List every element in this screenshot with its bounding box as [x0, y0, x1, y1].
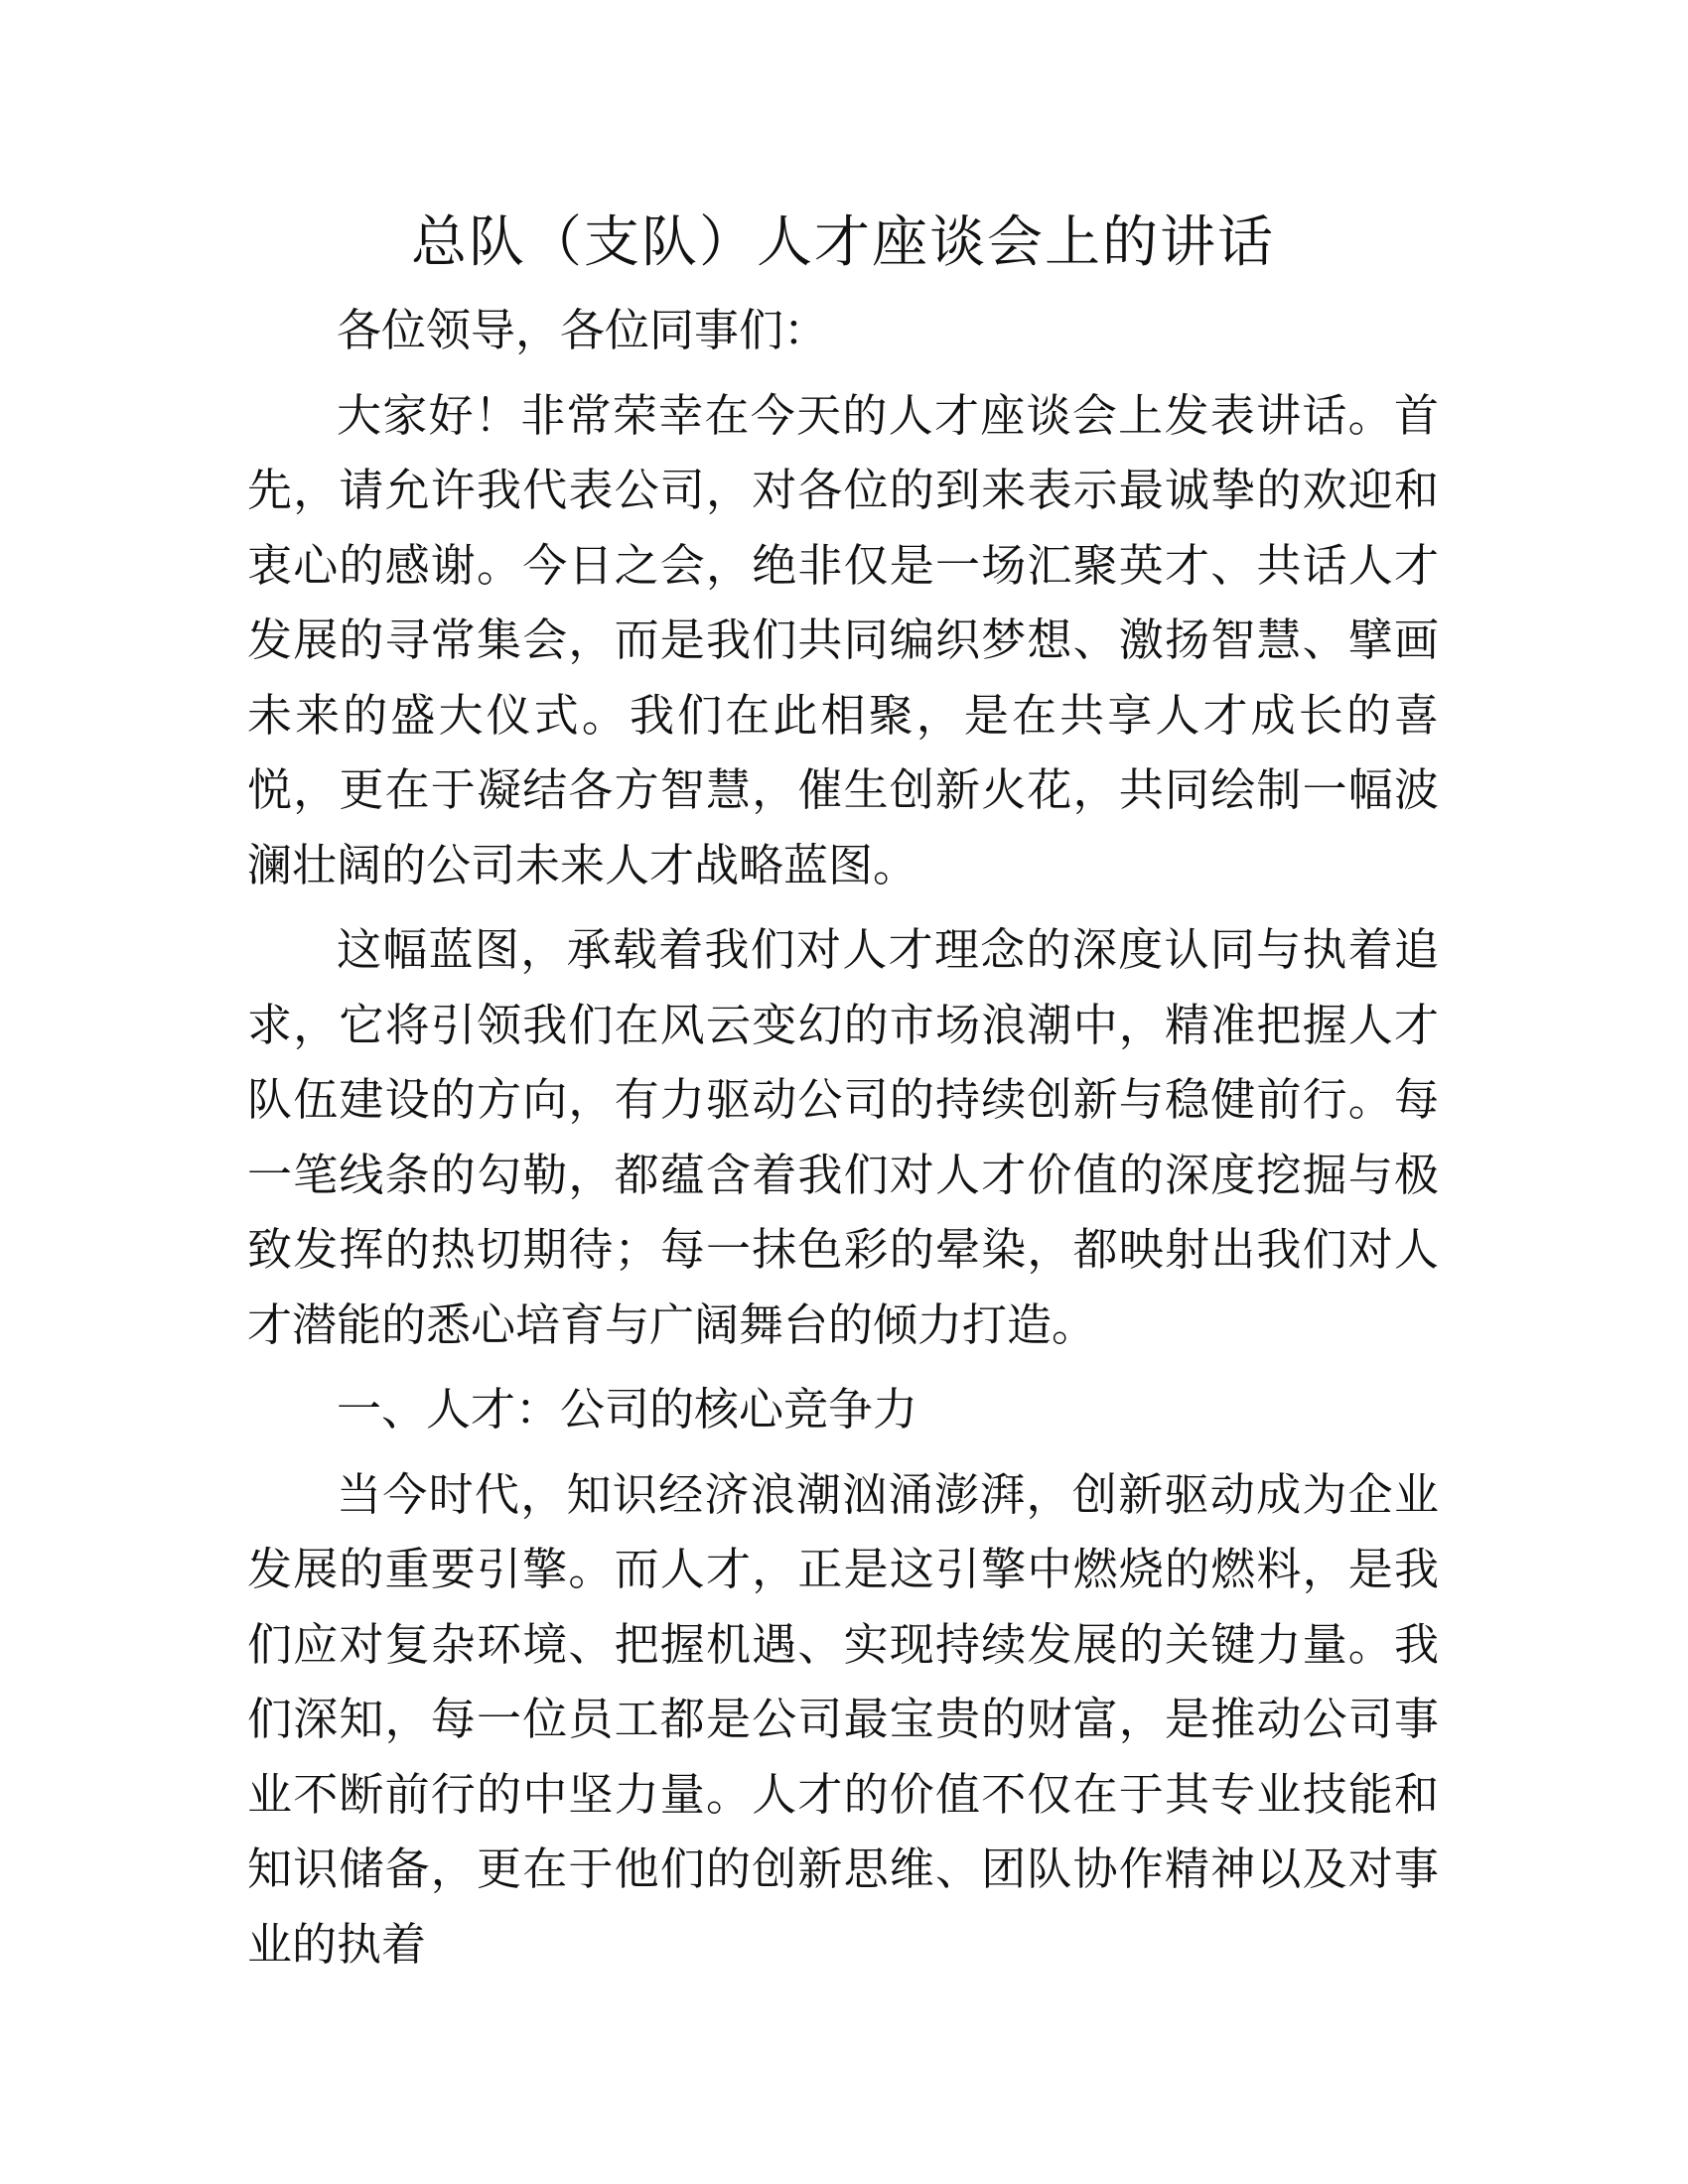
document-page	[247, 199, 1439, 1981]
document-title: 总队（支队）人才座谈会上的讲话	[411, 210, 1275, 275]
paragraph-intro: 大家好！非常荣幸在今天的人才座谈会上发表讲话。首先，请允许我代表公司，对各位的到来表示最诚挚的欢迎和衷心的感谢。今日之会，绝非仅是一场汇聚英才、共话人才发展的寻常集会，而是我们共同编织梦想、激扬智慧、擘画未来的盛大仪式。我们在此相聚，是在共享人才成长的喜悦，更在于凝结各方智慧，催生创新火花，共同绘制一幅波澜壮阔的公司未来人才战略蓝图。	[247, 388, 1439, 891]
section-heading: 一、人才：公司的核心竞争力	[337, 1383, 918, 1435]
salutation: 各位领导，各位同事们：	[337, 304, 829, 356]
paragraph-blueprint: 这幅蓝图，承载着我们对人才理念的深度认同与执着追求，它将引领我们在风云变幻的市场浪潮中，精准把握人才队伍建设的方向，有力驱动公司的持续创新与稳健前行。每一笔线条的勾勒，都蕴含着我们对人才价值的深度挖掘与极致发挥的热切期待；每一抹色彩的晕染，都映射出我们对人才潜能的悉心培育与广阔舞台的倾力打造。	[247, 923, 1439, 1351]
paragraph-section-one: 当今时代，知识经济浪潮汹涌澎湃，创新驱动成为企业发展的重要引擎。而人才，正是这引擎中燃烧的燃料，是我们应对复杂环境、把握机遇、实现持续发展的关键力量。我们深知，每一位员工都是公司最宝贵的财富，是推动公司事业不断前行的中坚力量。人才的价值不仅在于其专业技能和知识储备，更在于他们的创新思维、团队协作精神以及对事业的执着	[247, 1467, 1439, 1971]
